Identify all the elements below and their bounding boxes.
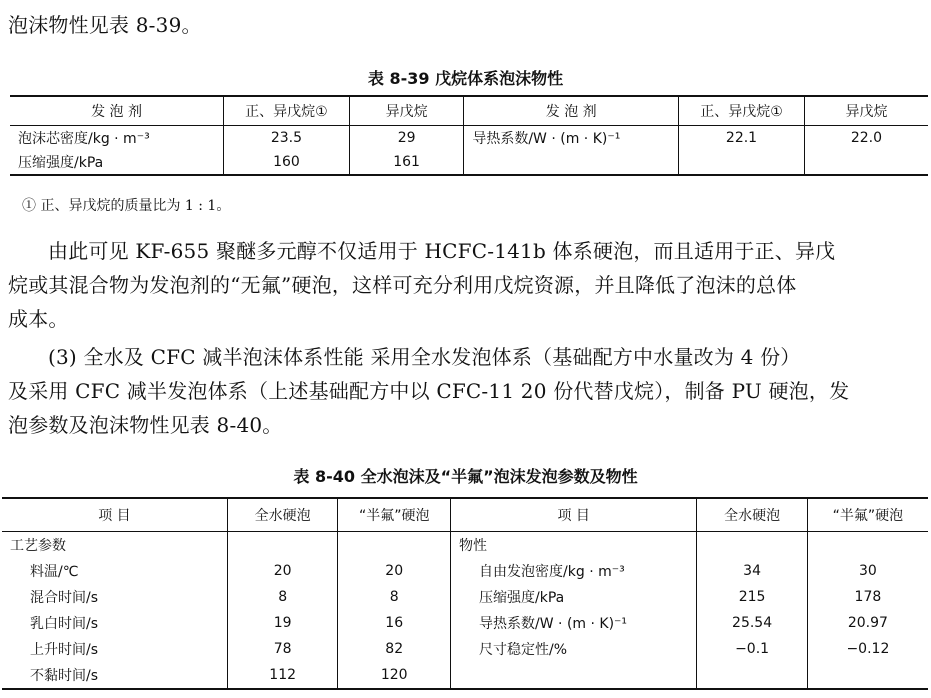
table-cell: 160 bbox=[224, 150, 350, 175]
table-cell: 8 bbox=[338, 584, 451, 610]
table-cell bbox=[464, 150, 679, 175]
table-cell: 工艺参数 bbox=[2, 532, 227, 559]
paragraph-line: 泡参数及泡沫物性见表 8-40。 bbox=[8, 413, 283, 437]
paragraph-line: 烷或其混合物为发泡剂的“无氟”硬泡，这样可充分利用戊烷资源，并且降低了泡沫的总体 bbox=[8, 273, 797, 297]
table-cell: 120 bbox=[338, 662, 451, 689]
table-cell: 20 bbox=[338, 558, 451, 584]
intro-line: 泡沫物性见表 8-39。 bbox=[8, 13, 202, 37]
table-cell: 178 bbox=[854, 589, 882, 605]
paragraph-line: 成本。 bbox=[8, 307, 69, 331]
table-cell bbox=[804, 150, 928, 175]
table-cell: 30 bbox=[858, 563, 877, 579]
col-header: 全水硬泡 bbox=[227, 498, 337, 532]
col-header: 项 目 bbox=[451, 498, 697, 532]
table-row bbox=[2, 610, 928, 636]
table-cell: −0.1 bbox=[697, 636, 807, 662]
table-39 bbox=[10, 95, 928, 176]
table-cell: 16 bbox=[338, 610, 451, 636]
table-row bbox=[10, 150, 928, 175]
table-cell: 乳白时间/s bbox=[2, 610, 227, 636]
table-row bbox=[2, 584, 928, 610]
table-cell bbox=[679, 150, 805, 175]
table-cell: 上升时间/s bbox=[2, 636, 227, 662]
col-header: 异戊烷 bbox=[804, 96, 928, 126]
table-cell: 导热系数/W · (m · K)⁻¹ bbox=[451, 610, 697, 636]
table-cell: 压缩强度/kPa bbox=[451, 584, 697, 610]
col-header: 发 泡 剂 bbox=[10, 96, 224, 126]
table-cell bbox=[451, 662, 697, 689]
table-cell: 22.0 bbox=[850, 130, 883, 146]
table-cell: 自由发泡密度/kg · m⁻³ bbox=[451, 558, 697, 584]
table-cell: 泡沫芯密度/kg · m⁻³ bbox=[10, 126, 224, 151]
table-cell: 161 bbox=[349, 150, 463, 175]
table-40-caption: 表 8-40 全水泡沫及“半氟”泡沫发泡参数及物性 bbox=[293, 467, 638, 486]
table-cell: −0.12 bbox=[846, 641, 890, 657]
table-cell bbox=[697, 662, 807, 689]
col-header: “半氟”硬泡 bbox=[807, 498, 928, 532]
table-cell: 尺寸稳定性/% bbox=[451, 636, 697, 662]
col-header: 正、异戊烷① bbox=[679, 96, 805, 126]
table-cell bbox=[807, 532, 928, 559]
table-cell: 20 bbox=[227, 558, 337, 584]
table-cell bbox=[697, 532, 807, 559]
table-cell: 215 bbox=[697, 584, 807, 610]
table-39-caption: 表 8-39 戊烷体系泡沫物性 bbox=[367, 69, 564, 88]
table-40 bbox=[2, 497, 928, 690]
table-cell: 20.97 bbox=[847, 615, 888, 631]
col-header: 全水硬泡 bbox=[697, 498, 807, 532]
table-header-row bbox=[10, 96, 928, 126]
table-cell: 22.1 bbox=[679, 126, 805, 151]
table-row bbox=[10, 126, 928, 151]
table-row bbox=[2, 532, 928, 559]
table-cell: 导热系数/W · (m · K)⁻¹ bbox=[464, 126, 679, 151]
paragraph-line: 由此可见 KF-655 聚醚多元醇不仅适用于 HCFC-141b 体系硬泡，而且适用于正、异戊 bbox=[48, 239, 836, 263]
table-cell: 29 bbox=[349, 126, 463, 151]
table-cell: 混合时间/s bbox=[2, 584, 227, 610]
table-cell: 112 bbox=[227, 662, 337, 689]
table-cell bbox=[227, 532, 337, 559]
table-cell: 23.5 bbox=[224, 126, 350, 151]
col-header: “半氟”硬泡 bbox=[338, 498, 451, 532]
table-row bbox=[2, 558, 928, 584]
table-row bbox=[2, 636, 928, 662]
table-cell: 物性 bbox=[451, 532, 697, 559]
col-header: 异戊烷 bbox=[349, 96, 463, 126]
table-header-row bbox=[2, 498, 928, 532]
col-header: 项 目 bbox=[2, 498, 227, 532]
table-cell: 压缩强度/kPa bbox=[10, 150, 224, 175]
col-header: 发 泡 剂 bbox=[464, 96, 679, 126]
col-header: 正、异戊烷① bbox=[224, 96, 350, 126]
table-cell: 78 bbox=[227, 636, 337, 662]
table-cell: 料温/℃ bbox=[2, 558, 227, 584]
paragraph-line: 及采用 CFC 减半发泡体系（上述基础配方中以 CFC-11 20 份代替戊烷），制备 PU 硬泡，发 bbox=[8, 379, 850, 403]
paragraph-line: (3) 全水及 CFC 减半泡沫体系性能 采用全水发泡体系（基础配方中水量改为 4 份） bbox=[48, 345, 801, 369]
table-row bbox=[2, 662, 928, 689]
table-cell: 25.54 bbox=[697, 610, 807, 636]
table-cell: 82 bbox=[338, 636, 451, 662]
table-cell: 34 bbox=[697, 558, 807, 584]
table-cell: 19 bbox=[227, 610, 337, 636]
table-cell bbox=[807, 662, 928, 689]
table-cell: 不黏时间/s bbox=[2, 662, 227, 689]
table-cell: 8 bbox=[227, 584, 337, 610]
table-cell bbox=[338, 532, 451, 559]
table-39-footnote: ① 正、异戊烷的质量比为 1 : 1。 bbox=[22, 198, 231, 214]
